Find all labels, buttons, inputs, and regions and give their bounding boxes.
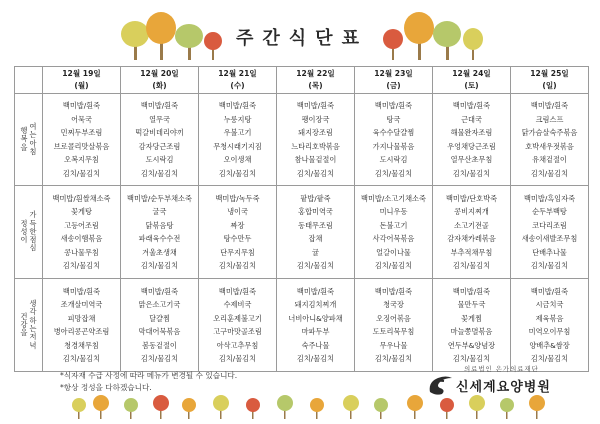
menu-cell xyxy=(433,279,511,372)
menu-cell xyxy=(433,94,511,186)
logo-name: 신세계요양병원 xyxy=(456,380,551,395)
menu-item: 김치/물김치 xyxy=(374,261,413,270)
menu-item: 맑은소고기국 xyxy=(138,300,181,309)
side-label-char: 저 xyxy=(29,332,37,342)
menu-item: 도토리묵무침 xyxy=(372,327,415,336)
side-label-char: 는 xyxy=(29,324,37,333)
menu-item: 겨울초생채 xyxy=(142,247,177,257)
menu-item: 고등어조림 xyxy=(64,220,99,230)
menu-item: 육수수달걀찜 xyxy=(372,128,415,137)
side-label-char: 을 xyxy=(20,142,28,152)
menu-item: 마파두부 xyxy=(301,327,330,336)
menu-item: 백미밥/흰죽 xyxy=(62,286,101,296)
menu-cell xyxy=(277,279,355,372)
side-label-char: 행 xyxy=(20,126,28,136)
header xyxy=(0,0,600,66)
menu-cell xyxy=(43,94,121,186)
menu-cell xyxy=(277,94,355,186)
menu-item: 참나물겉절이 xyxy=(294,155,337,164)
menu-cell xyxy=(43,279,121,372)
menu-item: 해물완자조림 xyxy=(450,128,493,137)
menu-item: 민찌두부조림 xyxy=(60,128,103,137)
page-title: 주간식단표 xyxy=(236,28,368,49)
menu-item: 귤 xyxy=(312,247,319,257)
menu-item: 탕국 xyxy=(386,114,401,124)
menu-cell xyxy=(511,186,589,279)
menu-item: 김치/물김치 xyxy=(140,261,179,270)
footer-notes xyxy=(60,370,237,394)
menu-cell xyxy=(277,186,355,279)
side-label-lunch xyxy=(15,186,43,279)
day-header: 12월 22일 (목) xyxy=(277,67,355,94)
menu-item: 동태무조림 xyxy=(298,220,333,230)
side-label-char: 득 xyxy=(29,218,37,228)
menu-item: 김치/물김치 xyxy=(374,168,413,178)
menu-item: 백미밥/흰죽 xyxy=(218,101,257,110)
menu-item: 너비아니&양파채 xyxy=(288,313,343,323)
menu-item: 김치/물김치 xyxy=(452,261,491,270)
menu-item: 냉이국 xyxy=(227,207,248,216)
menu-item: 김치/물김치 xyxy=(218,354,257,363)
menu-item: 김치/물김치 xyxy=(140,354,179,363)
menu-item: 파래육수수전 xyxy=(138,234,181,243)
menu-item: 무우나물 xyxy=(379,340,408,350)
menu-item: 소고기전골 xyxy=(454,220,489,230)
menu-cell xyxy=(121,186,199,279)
corner-cell xyxy=(15,67,43,94)
side-label-char: 점 xyxy=(29,235,37,245)
menu-item: 오복지무침 xyxy=(64,155,99,164)
menu-item: 굴국 xyxy=(152,207,167,216)
menu-item: 양배추&쌈장 xyxy=(529,340,570,350)
menu-cell xyxy=(121,94,199,186)
menu-item: 오이생채 xyxy=(223,155,252,164)
side-label-char: 복 xyxy=(20,134,28,144)
hospital-logo-icon xyxy=(426,372,454,396)
menu-item: 돈불고기 xyxy=(379,220,408,230)
menu-item: 우엉채당근조림 xyxy=(447,141,496,151)
side-label-char: 건 xyxy=(20,311,28,321)
menu-item: 김치/물김치 xyxy=(530,261,569,270)
menu-item: 홍합미역국 xyxy=(298,207,333,216)
menu-item: 백미밥/흑임자죽 xyxy=(523,193,576,203)
menu-item: 새송이새발조무침 xyxy=(521,234,578,243)
side-label-char: 녁 xyxy=(29,340,37,350)
side-label-char: 강 xyxy=(20,319,28,329)
menu-item: 닭가슴살숙주볶음 xyxy=(521,128,578,137)
menu-item: 백미밥/흰죽 xyxy=(218,286,257,296)
menu-item: 백미밥/흰죽 xyxy=(140,101,179,110)
menu-item: 수제비국 xyxy=(223,300,252,309)
day-header: 12월 25일 (일) xyxy=(511,67,589,94)
menu-item: 누룽지탕 xyxy=(223,114,252,124)
meal-row-lunch xyxy=(15,186,589,279)
menu-item: 콩비지찌개 xyxy=(454,207,489,216)
menu-cell xyxy=(355,94,433,186)
menu-item: 김치/물김치 xyxy=(62,354,101,363)
hospital-logo xyxy=(420,362,590,412)
side-label-char: 을 xyxy=(20,328,28,338)
menu-item: 김치/물김치 xyxy=(218,261,257,270)
menu-item: 청경채무침 xyxy=(64,340,99,350)
menu-item: 김치/물김치 xyxy=(296,354,335,363)
menu-item: 짜장 xyxy=(230,220,245,230)
menu-item: 병아리콩곤약조림 xyxy=(53,327,110,336)
menu-item: 김치/물김치 xyxy=(530,354,569,363)
menu-item: 김치/물김치 xyxy=(374,354,413,363)
menu-item: 순두부백탕 xyxy=(532,207,567,216)
menu-item: 콩나물무침 xyxy=(64,247,99,257)
menu-item: 코다리조림 xyxy=(532,220,567,230)
menu-item: 제육볶음 xyxy=(535,313,564,323)
menu-item: 백미밥/녹두죽 xyxy=(215,193,260,203)
meal-row-dinner xyxy=(15,279,589,372)
menu-item: 조개살미역국 xyxy=(60,300,103,309)
menu-item: 물만두국 xyxy=(457,300,486,309)
menu-item: 사각어묵볶음 xyxy=(372,234,415,243)
menu-item: 가지나물볶음 xyxy=(372,141,415,151)
menu-item: 백미밥/흰죽 xyxy=(530,101,569,110)
menu-item: 우불고기 xyxy=(223,128,252,137)
menu-item: 봄동겉절이 xyxy=(142,340,177,350)
side-label-char: 아 xyxy=(29,138,37,148)
meal-row-breakfast xyxy=(15,94,589,186)
menu-item: 떡갈비데리야끼 xyxy=(135,128,184,137)
menu-item: 백미밥/소고기채소죽 xyxy=(361,193,426,203)
menu-item: 백미밥/흰쌀채소죽 xyxy=(52,193,111,203)
menu-item: 오징어볶음 xyxy=(376,313,411,323)
menu-item: 도시락김 xyxy=(145,155,174,164)
menu-item: 느타리호박볶음 xyxy=(291,141,340,151)
menu-item: 연두부&양념장 xyxy=(447,340,496,350)
menu-item: 부추적채무침 xyxy=(450,247,493,257)
menu-item: 미역오이무침 xyxy=(528,327,571,336)
menu-item: 백미밥/흰죽 xyxy=(296,101,335,110)
menu-item: 꽃게탕 xyxy=(71,207,92,216)
side-label-char: 성 xyxy=(20,226,28,236)
menu-cell xyxy=(43,186,121,279)
menu-item: 백미밥/흰죽 xyxy=(62,101,101,110)
day-header: 12월 20일 (화) xyxy=(121,67,199,94)
menu-item: 근대국 xyxy=(461,114,482,124)
menu-cell xyxy=(433,186,511,279)
menu-item: 청국장 xyxy=(383,300,404,309)
day-header: 12월 19일 (월) xyxy=(43,67,121,94)
menu-item: 돼지장조림 xyxy=(298,128,333,137)
menu-item: 오리훈제불고기 xyxy=(213,313,262,323)
menu-item: 열무산초무침 xyxy=(450,155,493,164)
menu-item: 백미밥/흰죽 xyxy=(530,286,569,296)
menu-item: 김치/물김치 xyxy=(452,168,491,178)
menu-item: 백미밥/단호박죽 xyxy=(445,193,498,203)
menu-item: 탕수만두 xyxy=(223,234,252,243)
menu-item: 유채겉절이 xyxy=(532,155,567,164)
side-label-char: 생 xyxy=(29,299,37,309)
side-label-char: 이 xyxy=(20,235,28,245)
menu-item: 무청시래기지짐 xyxy=(213,141,262,151)
side-label-char: 심 xyxy=(29,243,37,253)
menu-item: 호박새우젓볶음 xyxy=(525,141,574,151)
menu-cell xyxy=(199,186,277,279)
menu-item: 백미밥/흰죽 xyxy=(140,286,179,296)
menu-item: 감자채카레볶음 xyxy=(447,234,496,243)
side-label-char: 여 xyxy=(29,121,37,131)
weekly-menu-table xyxy=(14,66,589,372)
side-label-char: 하 xyxy=(29,315,37,325)
menu-item: 열무국 xyxy=(149,114,170,124)
menu-item: 김치/물김치 xyxy=(530,168,569,178)
menu-item: 달걀찜 xyxy=(149,313,170,323)
menu-item: 백미밥/흰죽 xyxy=(374,286,413,296)
menu-item: 닭볶음탕 xyxy=(145,220,174,230)
menu-cell xyxy=(199,94,277,186)
side-label-char: 는 xyxy=(29,130,37,140)
menu-item: 김치/물김치 xyxy=(62,261,101,270)
menu-item: 꽃게찜 xyxy=(461,313,482,323)
menu-item: 백미밥/순두부채소죽 xyxy=(127,193,192,203)
menu-item: 새송이햄볶음 xyxy=(60,234,103,243)
date-header-row xyxy=(15,67,589,94)
menu-item: 단배추나물 xyxy=(532,247,567,257)
menu-item: 크림스프 xyxy=(535,114,564,124)
menu-cell xyxy=(355,279,433,372)
side-label-breakfast xyxy=(15,94,43,186)
side-label-dinner xyxy=(15,279,43,372)
side-label-char: 가 xyxy=(29,210,37,220)
menu-item: 브로콜리맛살볶음 xyxy=(53,141,110,151)
menu-item: 감자당근조림 xyxy=(138,141,181,151)
day-header: 12월 24일 (토) xyxy=(433,67,511,94)
menu-item: 고구마맛골조림 xyxy=(213,327,262,336)
menu-item: 시금치국 xyxy=(535,300,564,309)
menu-item: 김치/물김치 xyxy=(296,168,335,178)
menu-item: 미니우동 xyxy=(379,207,408,216)
day-header: 12월 23일 (금) xyxy=(355,67,433,94)
menu-item: 팽이장국 xyxy=(301,114,330,124)
menu-cell xyxy=(355,186,433,279)
menu-item: 돼지김치찌개 xyxy=(294,300,337,309)
menu-item: 아삭고추무침 xyxy=(216,340,259,350)
menu-cell xyxy=(511,94,589,186)
menu-item: 막대어묵볶음 xyxy=(138,327,181,336)
menu-item: 팥밥/팥죽 xyxy=(300,193,331,203)
menu-cell xyxy=(511,279,589,372)
menu-item: 김치/물김치 xyxy=(140,168,179,178)
note-line: *항상 정성을 다하겠습니다. xyxy=(60,383,152,392)
menu-item: 어묵국 xyxy=(71,114,92,124)
menu-item: 백미밥/흰죽 xyxy=(452,286,491,296)
menu-item: 백미밥/흰죽 xyxy=(452,101,491,110)
note-line: *식자재 수급 사정에 따라 메뉴가 변경될 수 있습니다. xyxy=(60,371,238,380)
tree-cluster-icon xyxy=(118,4,228,64)
side-label-char: 정 xyxy=(20,218,28,228)
logo-subtitle: 의료법인 은가의료재단 xyxy=(464,365,539,373)
menu-item: 얼갈이나물 xyxy=(376,247,411,257)
side-label-char: 침 xyxy=(29,146,37,156)
menu-cell xyxy=(199,279,277,372)
menu-item: 도시락김 xyxy=(379,155,408,164)
menu-item: 김치/물김치 xyxy=(296,261,335,270)
menu-item: 숙주나물 xyxy=(301,340,330,350)
menu-item: 단무지무침 xyxy=(220,247,255,257)
menu-item: 김치/물김치 xyxy=(62,168,101,178)
menu-cell xyxy=(121,279,199,372)
day-header: 12월 21일 (수) xyxy=(199,67,277,94)
side-label-char: 한 xyxy=(29,226,37,236)
side-label-char: 각 xyxy=(29,307,37,317)
menu-item: 피망잡채 xyxy=(67,313,96,323)
tree-cluster-icon xyxy=(378,4,488,64)
menu-item: 백미밥/흰죽 xyxy=(296,286,335,296)
menu-item: 잡채 xyxy=(308,234,323,243)
menu-item: 김치/물김치 xyxy=(218,168,257,178)
menu-item: 백미밥/흰죽 xyxy=(374,101,413,110)
menu-item: 마늘쫑멸볶음 xyxy=(450,327,493,336)
menu-item: 김치/물김치 xyxy=(452,354,491,363)
